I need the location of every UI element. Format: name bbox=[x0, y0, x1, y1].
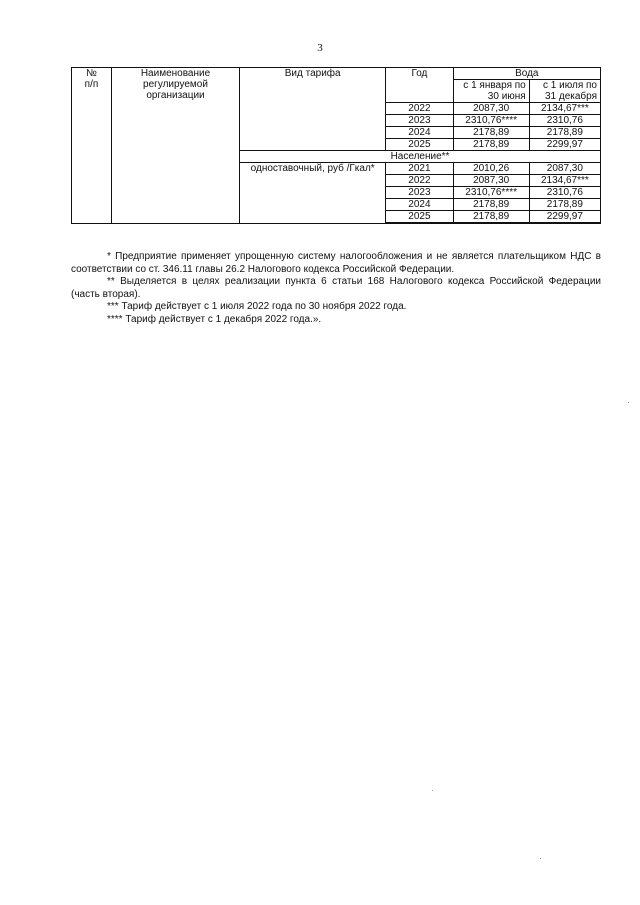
scan-speck bbox=[540, 858, 541, 859]
population-tariff-type: одноставочный, руб /Гкал* bbox=[240, 163, 386, 224]
value-cell: 2134,67*** bbox=[529, 175, 600, 187]
year-cell: 2023 bbox=[386, 115, 453, 127]
value-cell: 2299,97 bbox=[529, 211, 600, 223]
value-cell: 2087,30 bbox=[453, 175, 529, 187]
scan-speck bbox=[432, 790, 433, 791]
value-cell: 2310,76**** bbox=[453, 115, 529, 127]
year-cell: 2025 bbox=[386, 211, 453, 223]
value-cell: 2310,76 bbox=[529, 115, 600, 127]
year-cell: 2021 bbox=[386, 163, 453, 175]
value-cell: 2310,76**** bbox=[453, 187, 529, 199]
spacer-cell bbox=[386, 223, 601, 224]
scan-speck bbox=[628, 402, 629, 403]
footnote-2: ** Выделяется в целях реализации пункта 6 статьи 168 Налогового кодекса Российской Федерации (часть вторая). bbox=[71, 276, 601, 300]
value-cell: 2010,26 bbox=[453, 163, 529, 175]
footnotes bbox=[71, 251, 601, 326]
value-cell: 2310,76 bbox=[529, 187, 600, 199]
year-cell: 2022 bbox=[386, 103, 453, 115]
value-cell: 2178,89 bbox=[453, 139, 529, 151]
page-number: 3 bbox=[317, 42, 323, 54]
header-period-2: с 1 июля по 31 декабря bbox=[529, 80, 600, 103]
population-section-label: Население** bbox=[240, 151, 601, 163]
value-cell: 2134,67*** bbox=[529, 103, 600, 115]
year-cell: 2022 bbox=[386, 175, 453, 187]
header-organization: Наименование регулируемой организации bbox=[111, 68, 239, 224]
value-cell: 2178,89 bbox=[529, 199, 600, 211]
year-cell: 2024 bbox=[386, 199, 453, 211]
year-cell: 2023 bbox=[386, 187, 453, 199]
value-cell: 2299,97 bbox=[529, 139, 600, 151]
footnote-3: *** Тариф действует с 1 июля 2022 года по 30 ноября 2022 года. bbox=[107, 301, 407, 312]
footnote-1: * Предприятие применяет упрощенную систему налогообложения и не является плательщиком НДС в соответствии со ст. 346.11 главы 26.2 Налогового кодекса Российской Федерации. bbox=[71, 251, 601, 275]
value-cell: 2178,89 bbox=[453, 199, 529, 211]
header-period-1: с 1 января по 30 июня bbox=[453, 80, 529, 103]
value-cell: 2087,30 bbox=[453, 103, 529, 115]
value-cell: 2087,30 bbox=[529, 163, 600, 175]
header-tariff-type: Вид тарифа bbox=[240, 68, 386, 151]
tariff-table bbox=[71, 67, 601, 224]
value-cell: 2178,89 bbox=[453, 211, 529, 223]
header-water: Вода bbox=[453, 68, 600, 80]
value-cell: 2178,89 bbox=[529, 127, 600, 139]
footnote-4: **** Тариф действует с 1 декабря 2022 года.». bbox=[107, 313, 322, 325]
year-cell: 2025 bbox=[386, 139, 453, 151]
year-cell: 2024 bbox=[386, 127, 453, 139]
header-year: Год bbox=[386, 68, 453, 103]
value-cell: 2178,89 bbox=[453, 127, 529, 139]
header-num: № п/п bbox=[72, 68, 112, 224]
